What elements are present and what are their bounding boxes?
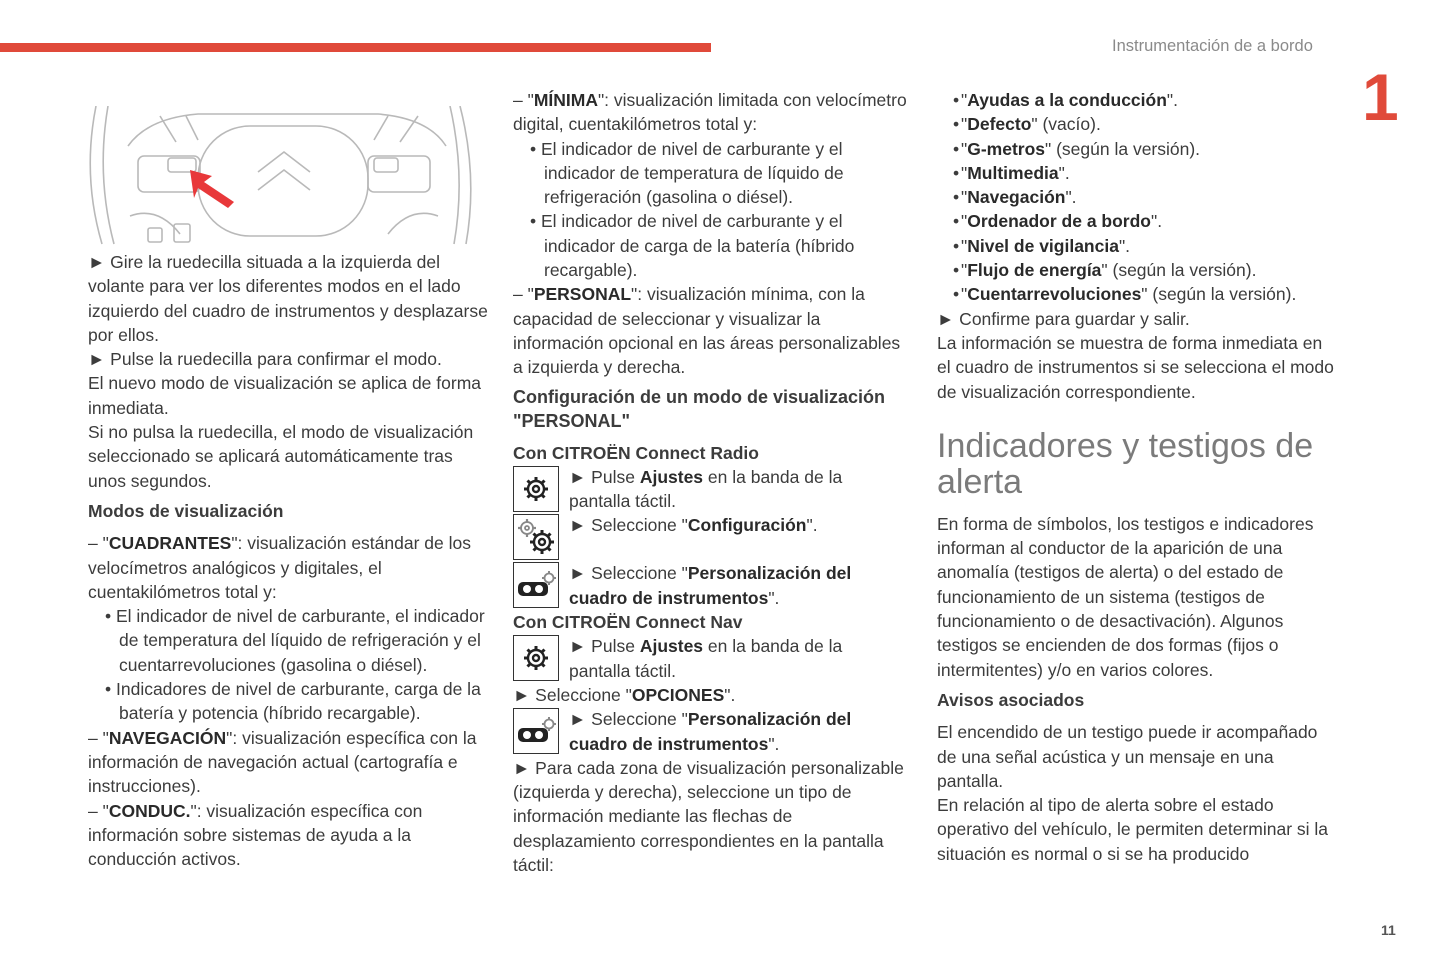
step-radio-cluster: ► Seleccione "Personalización del cuadro de instrumentos". (513, 561, 908, 610)
mode-minima: – "MÍNIMA": visualización limitada con velocímetro digital, cuentakilómetros total y: (513, 90, 907, 135)
gear-icon (513, 466, 559, 512)
list-item: • "G-metros" (según la versión). (937, 137, 1337, 161)
bullet: • (953, 235, 960, 256)
list-item: • "Multimedia". (937, 161, 1337, 185)
mode-conduc: – "CONDUC.": visualización específica con información sobre sistemas de ayuda a la conducción activos. (88, 800, 423, 870)
heading-warning-indicators: Indicadores y testigos de alerta (937, 426, 1314, 501)
paragraph: Si no pulsa la ruedecilla, el modo de visualización seleccionado se aplicará automáticamente tras unos segundos. (88, 422, 474, 491)
gear-icon (513, 635, 559, 681)
list-item: • "Defecto" (vacío). (937, 112, 1337, 136)
column-left (88, 250, 488, 871)
step-nav-cluster: ► Seleccione "Personalización del cuadro de instrumentos". (513, 707, 908, 756)
bullet: • (953, 187, 960, 208)
paragraph: El encendido de un testigo puede ir acompañado de una señal acústica y un mensaje en una pantalla. (937, 722, 1318, 791)
chapter-number: 1 (1362, 60, 1399, 134)
mode-cuadrantes: – "CUADRANTES": visualización estándar de los velocímetros analógicos y digitales, el cuentakilómetros total y: (88, 533, 471, 602)
heading-configure-personal: Configuración de un modo de visualización "PERSONAL" (513, 386, 886, 432)
mode-navegacion: – "NAVEGACIÓN": visualización específica con la información de navegación actual (cartografía e instrucciones). (88, 727, 477, 797)
list-item: • Indicadores de nivel de carburante, carga de la batería y potencia (híbrido recargable). (105, 679, 481, 724)
step-radio-configuration: ► Seleccione "Configuración". (513, 513, 908, 561)
instrument-cluster-settings-icon (513, 708, 559, 754)
list-item: • "Cuentarrevoluciones" (según la versión). (937, 282, 1337, 306)
mode-personal: – "PERSONAL": visualización mínima, con la capacidad de seleccionar y visualizar la información opcional en las áreas personalizables a izquierda y derecha. (513, 284, 901, 378)
paragraph: El nuevo modo de visualización se aplica de forma inmediata. (88, 373, 481, 418)
list-item: • El indicador de nivel de carburante y el indicador de temperatura de líquido de refrigeración (gasolina o diésel). (530, 138, 844, 208)
bullet: • (953, 162, 960, 183)
instruction-press-wheel: ► Pulse la ruedecilla para confirmar el modo. (88, 349, 442, 370)
paragraph: En forma de símbolos, los testigos e indicadores informan al conductor de la aparición de una anomalía (testigos de alerta) o del estado de funcionamiento de un sistema (testigos de funcionamiento o de desactivación). Algunos testigos se encienden de dos formas (fijos o intermitentes) y/o en varios colores. (937, 513, 1314, 680)
instruction-confirm: ► Confirme para guardar y salir. (937, 308, 1190, 329)
info-type-list (937, 88, 1337, 307)
page-number: 11 (1381, 922, 1396, 938)
header-accent-bar (0, 43, 711, 52)
instruction-turn-wheel: ► Gire la ruedecilla situada a la izquierda del volante para ver los diferentes modos en el lado izquierdo del cuadro de instrumentos y desplazarse por ellos. (88, 252, 488, 345)
bullet: • (953, 260, 960, 281)
list-item: • "Ordenador de a bordo". (937, 209, 1337, 233)
bullet: • (953, 284, 960, 305)
step-nav-options: ► Seleccione "OPCIONES". (513, 684, 736, 705)
column-right (937, 88, 1337, 866)
heading-connect-radio: Con CITROËN Connect Radio (513, 442, 759, 463)
list-item: • "Nivel de vigilancia". (937, 234, 1337, 258)
section-title: Instrumentación de a bordo (1112, 37, 1313, 55)
step-radio-settings: ► Pulse Ajustes en la banda de la pantalla táctil. (513, 465, 908, 514)
heading-display-modes: Modos de visualización (88, 500, 284, 521)
step-nav-settings: ► Pulse Ajustes en la banda de la pantalla táctil. (513, 634, 908, 683)
column-middle (513, 88, 908, 877)
heading-connect-nav: Con CITROËN Connect Nav (513, 612, 743, 633)
bullet: • (953, 211, 960, 232)
steering-wheel-illustration-icon (88, 106, 480, 246)
bullet: • (953, 138, 960, 159)
instrument-cluster-settings-icon (513, 562, 559, 608)
list-item: • "Ayudas a la conducción". (937, 88, 1337, 112)
list-item: • El indicador de nivel de carburante, el indicador de temperatura del líquido de refrigeración y el cuentarrevoluciones (gasolina o diésel). (105, 606, 485, 675)
bullet: • (953, 114, 960, 135)
bullet: • (953, 90, 960, 110)
list-item: • El indicador de nivel de carburante y el indicador de carga de la batería (híbrido recargable). (530, 211, 855, 281)
heading-associated-alerts: Avisos asociados (937, 689, 1085, 710)
list-item: • "Flujo de energía" (según la versión). (937, 258, 1337, 282)
step-select-info: ► Para cada zona de visualización personalizable (izquierda y derecha), seleccione un tipo de información mediante las flechas de desplazamiento correspondientes en la pantalla táctil: (513, 757, 904, 876)
list-item: • "Navegación". (937, 185, 1337, 209)
paragraph: En relación al tipo de alerta sobre el estado operativo del vehículo, le permiten determinar si la situación es normal o si se ha producido (937, 795, 1329, 864)
double-gear-icon (513, 514, 559, 560)
paragraph: La información se muestra de forma inmediata en el cuadro de instrumentos si se selecciona el modo de visualización correspondiente. (937, 332, 1334, 402)
